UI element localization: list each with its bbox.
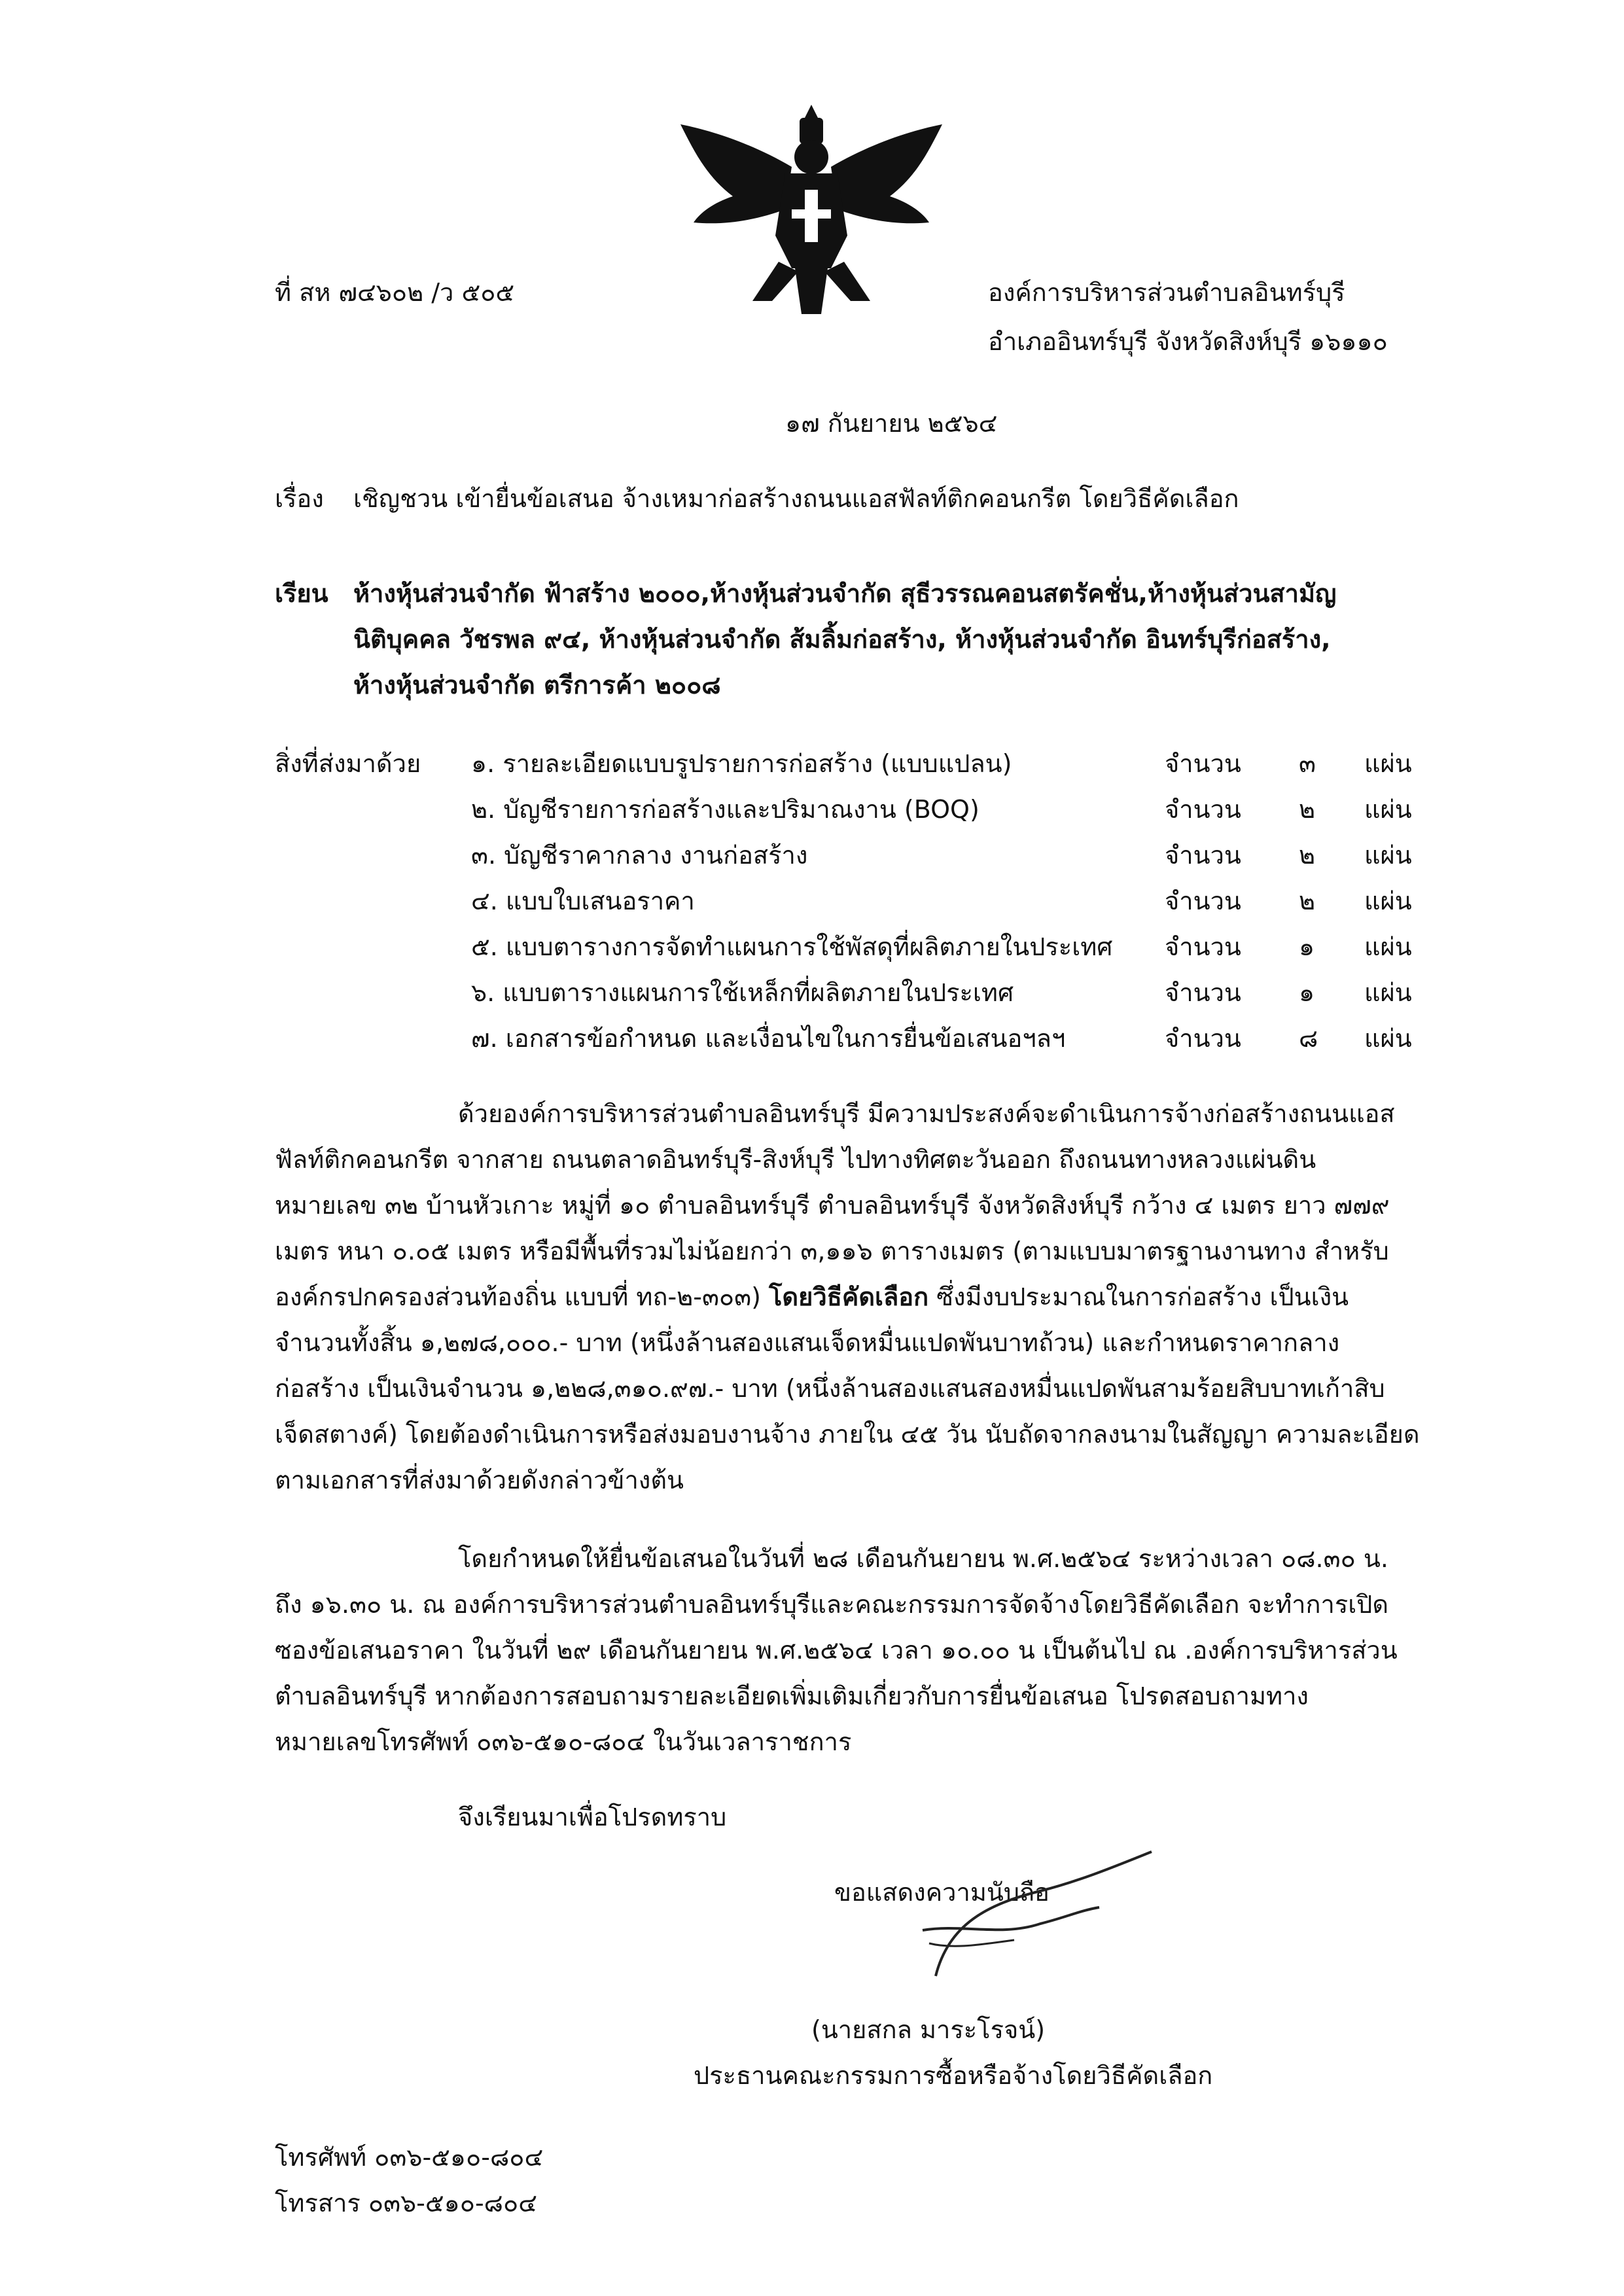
organization-name: องค์การบริหารส่วนตำบลอินทร์บุรี (988, 278, 1345, 307)
footer-phone: โทรศัพท์ ๐๓๖-๕๑๐-๘๐๔ (275, 2143, 544, 2172)
enclosure-qty-label: จำนวน (1165, 932, 1241, 961)
salutation: ขอแสดงความนับถือ (834, 1878, 1050, 1907)
enclosure-qty: ๒ (1299, 841, 1316, 870)
paragraph-line: ตามเอกสารที่ส่งมาด้วยดังกล่าวข้างต้น (275, 1466, 684, 1494)
enclosure-item: ๖. แบบตารางแผนการใช้เหล็กที่ผลิตภายในประเทศ (471, 978, 1014, 1007)
signer-name: (นายสกล มาระโรจน์) (811, 2015, 1046, 2044)
enclosure-item: ๑. รายละเอียดแบบรูปรายการก่อสร้าง (แบบแปลน) (471, 749, 1012, 778)
handwritten-signature (909, 1845, 1158, 1989)
enclosure-qty: ๘ (1299, 1024, 1318, 1053)
reference-number: ที่ สห ๗๔๖๐๒ /ว ๕๐๕ (275, 278, 515, 307)
paragraph-line: หมายเลข ๓๒ บ้านหัวเกาะ หมู่ที่ ๑๐ ตำบลอินทร์บุรี ตำบลอินทร์บุรี จังหวัดสิงห์บุรี กว้าง ๔ เมตร ยาว ๗๗๙ (275, 1191, 1390, 1220)
enclosure-qty: ๒ (1299, 795, 1316, 824)
addressee-line: ห้างหุ้นส่วนจำกัด ฟ้าสร้าง ๒๐๐๐,ห้างหุ้นส่วนจำกัด สุธีวรรณคอนสตรัคชั่น,ห้างหุ้นส่วนสามัญ (353, 579, 1337, 608)
enclosure-qty-label: จำนวน (1165, 749, 1241, 778)
closing-text: จึงเรียนมาเพื่อโปรดทราบ (458, 1803, 727, 1831)
enclosure-qty: ๑ (1299, 932, 1315, 961)
paragraph-line: เจ็ดสตางค์) โดยต้องดำเนินการหรือส่งมอบงานจ้าง ภายใน ๔๕ วัน นับถัดจากลงนามในสัญญา ความละเอียด (275, 1420, 1420, 1449)
paragraph-line: ฟัลท์ติกคอนกรีต จากสาย ถนนตลาดอินทร์บุรี-สิงห์บุรี ไปทางทิศตะวันออก ถึงถนนทางหลวงแผ่นดิน (275, 1145, 1316, 1174)
enclosure-qty: ๑ (1299, 978, 1315, 1007)
footer-fax: โทรสาร ๐๓๖-๕๑๐-๘๐๔ (275, 2189, 537, 2217)
enclosure-item: ๓. บัญชีราคากลาง งานก่อสร้าง (471, 841, 808, 870)
addressee-label: เรียน (275, 579, 328, 608)
paragraph-line: ซองข้อเสนอราคา ในวันที่ ๒๙ เดือนกันยายน พ.ศ.๒๕๖๔ เวลา ๑๐.๐๐ น เป็นต้นไป ณ .องค์การบริหารส่วน (275, 1636, 1398, 1665)
addressee-line: นิติบุคคล วัชรพล ๙๔, ห้างหุ้นส่วนจำกัด ส้มลิ้มก่อสร้าง, ห้างหุ้นส่วนจำกัด อินทร์บุรีก่อสร้าง, (353, 625, 1331, 654)
paragraph-line: จำนวนทั้งสิ้น ๑,๒๗๘,๐๐๐.- บาท (หนึ่งล้านสองแสนเจ็ดหมื่นแปดพันบาทถ้วน) และกำหนดราคากลาง (275, 1328, 1340, 1357)
enclosure-unit: แผ่น (1364, 1024, 1412, 1053)
subject-label: เรื่อง (275, 484, 324, 513)
enclosure-qty-label: จำนวน (1165, 1024, 1241, 1053)
document-date: ๑๗ กันยายน ๒๕๖๔ (785, 409, 998, 438)
paragraph-line (275, 1282, 1349, 1313)
enclosure-item: ๗. เอกสารข้อกำหนด และเงื่อนไขในการยื่นข้อเสนอฯลฯ (471, 1024, 1066, 1053)
enclosure-qty: ๒ (1299, 887, 1316, 915)
enclosure-unit: แผ่น (1364, 749, 1412, 778)
paragraph-line: ถึง ๑๖.๓๐ น. ณ องค์การบริหารส่วนตำบลอินทร์บุรีและคณะกรรมการจัดจ้างโดยวิธีคัดเลือก จะทำการเปิด (275, 1590, 1389, 1619)
enclosure-item: ๕. แบบตารางการจัดทำแผนการใช้พัสดุที่ผลิตภายในประเทศ (471, 932, 1113, 961)
enclosure-unit: แผ่น (1364, 932, 1412, 961)
paragraph-line: เมตร หนา ๐.๐๕ เมตร หรือมีพื้นที่รวมไม่น้อยกว่า ๓,๑๑๖ ตารางเมตร (ตามแบบมาตรฐานงานทาง สำหรับ (275, 1237, 1389, 1265)
paragraph-line: โดยกำหนดให้ยื่นข้อเสนอในวันที่ ๒๘ เดือนกันยายน พ.ศ.๒๕๖๔ ระหว่างเวลา ๐๘.๓๐ น. (458, 1544, 1388, 1573)
enclosure-unit: แผ่น (1364, 978, 1412, 1007)
enclosure-unit: แผ่น (1364, 795, 1412, 824)
enclosure-qty: ๓ (1299, 749, 1316, 778)
paragraph-line: ก่อสร้าง เป็นเงินจำนวน ๑,๒๒๘,๓๑๐.๙๗.- บาท (หนึ่งล้านสองแสนสองหมื่นแปดพันสามร้อยสิบบาทเก้าสิบ (275, 1374, 1385, 1403)
subject-text: เชิญชวน เข้ายื่นข้อเสนอ จ้างเหมาก่อสร้างถนนแอสฟัลท์ติกคอนกรีต โดยวิธีคัดเลือก (353, 484, 1239, 513)
enclosure-item: ๒. บัญชีรายการก่อสร้างและปริมาณงาน (BOQ) (471, 795, 980, 824)
enclosure-unit: แผ่น (1364, 887, 1412, 915)
paragraph-text: องค์กรปกครองส่วนท้องถิ่น แบบที่ ทถ-๒-๓๐๓) (275, 1282, 761, 1311)
paragraph-line: ด้วยองค์การบริหารส่วนตำบลอินทร์บุรี มีความประสงค์จะดำเนินการจ้างก่อสร้างถนนแอส (458, 1099, 1395, 1128)
paragraph-text: ซึ่งมีงบประมาณในการก่อสร้าง เป็นเงิน (936, 1282, 1349, 1311)
signer-position: ประธานคณะกรรมการซื้อหรือจ้างโดยวิธีคัดเลือก (694, 2061, 1213, 2090)
enclosure-item: ๔. แบบใบเสนอราคา (471, 887, 695, 915)
enclosure-unit: แผ่น (1364, 841, 1412, 870)
enclosure-qty-label: จำนวน (1165, 978, 1241, 1007)
addressee-line: ห้างหุ้นส่วนจำกัด ตรีการค้า ๒๐๐๘ (353, 671, 721, 699)
selection-method-bold: โดยวิธีคัดเลือก (769, 1282, 929, 1311)
enclosures-label: สิ่งที่ส่งมาด้วย (275, 749, 421, 778)
enclosure-qty-label: จำนวน (1165, 841, 1241, 870)
paragraph-line: หมายเลขโทรศัพท์ ๐๓๖-๕๑๐-๘๐๔ ในวันเวลาราชการ (275, 1727, 852, 1756)
garuda-emblem-icon (674, 105, 949, 321)
organization-address: อำเภออินทร์บุรี จังหวัดสิงห์บุรี ๑๖๑๑๐ (988, 327, 1388, 356)
enclosure-qty-label: จำนวน (1165, 887, 1241, 915)
enclosure-qty-label: จำนวน (1165, 795, 1241, 824)
paragraph-line: ตำบลอินทร์บุรี หากต้องการสอบถามรายละเอียดเพิ่มเติมเกี่ยวกับการยื่นข้อเสนอ โปรดสอบถามทาง (275, 1682, 1309, 1710)
